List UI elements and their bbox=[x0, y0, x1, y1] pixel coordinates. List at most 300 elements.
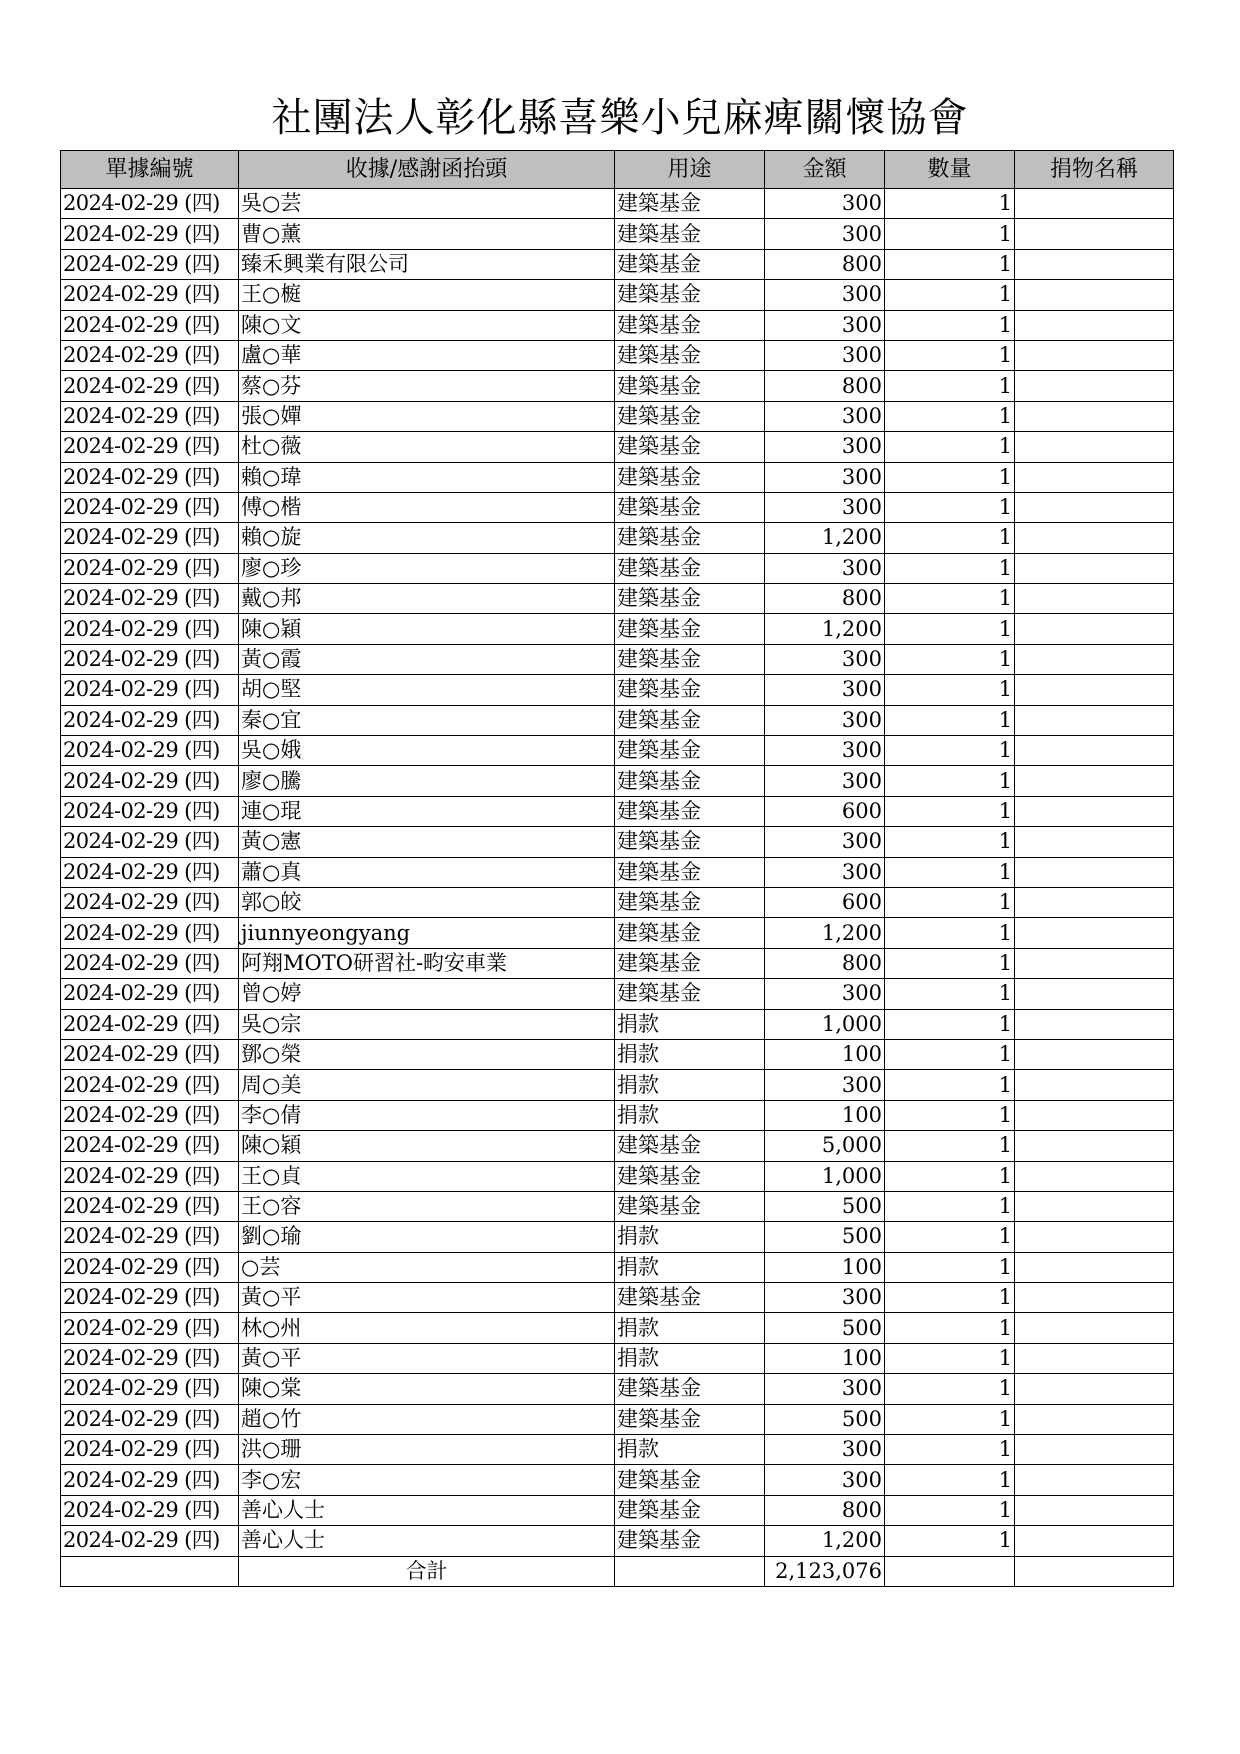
cell-item-name bbox=[1015, 1252, 1174, 1282]
cell-receipt-number: 2024-02-29 (四) bbox=[61, 1465, 239, 1495]
cell-purpose: 建築基金 bbox=[615, 189, 765, 219]
cell-item-name bbox=[1015, 249, 1174, 279]
cell-amount: 800 bbox=[765, 249, 885, 279]
cell-receipt-title: 張○嬋 bbox=[239, 401, 615, 431]
table-row bbox=[61, 1404, 1174, 1434]
cell-quantity: 1 bbox=[885, 1343, 1015, 1373]
cell-purpose: 捐款 bbox=[615, 1100, 765, 1130]
cell-receipt-number: 2024-02-29 (四) bbox=[61, 1404, 239, 1434]
cell-item-name bbox=[1015, 219, 1174, 249]
cell-receipt-title: 蔡○芬 bbox=[239, 371, 615, 401]
cell-amount: 300 bbox=[765, 1374, 885, 1404]
table-row bbox=[61, 584, 1174, 614]
cell-item-name bbox=[1015, 280, 1174, 310]
cell-item-name bbox=[1015, 1222, 1174, 1252]
cell-receipt-title: 黃○憲 bbox=[239, 827, 615, 857]
cell-receipt-title: 黃○霞 bbox=[239, 644, 615, 674]
cell-purpose: 建築基金 bbox=[615, 1283, 765, 1313]
table-row bbox=[61, 1191, 1174, 1221]
cell-receipt-number: 2024-02-29 (四) bbox=[61, 1222, 239, 1252]
cell-purpose: 捐款 bbox=[615, 1343, 765, 1373]
cell-receipt-title: 胡○堅 bbox=[239, 675, 615, 705]
cell-receipt-title: 劉○瑜 bbox=[239, 1222, 615, 1252]
table-row bbox=[61, 492, 1174, 522]
cell-item-name bbox=[1015, 1435, 1174, 1465]
cell-quantity: 1 bbox=[885, 675, 1015, 705]
table-row bbox=[61, 432, 1174, 462]
table-row bbox=[61, 736, 1174, 766]
table-row bbox=[61, 1161, 1174, 1191]
cell-quantity: 1 bbox=[885, 766, 1015, 796]
cell-receipt-number: 2024-02-29 (四) bbox=[61, 1374, 239, 1404]
cell-quantity: 1 bbox=[885, 553, 1015, 583]
cell-amount: 300 bbox=[765, 644, 885, 674]
cell-receipt-title: 賴○旋 bbox=[239, 523, 615, 553]
cell-receipt-number: 2024-02-29 (四) bbox=[61, 766, 239, 796]
cell-item-name bbox=[1015, 401, 1174, 431]
table-row bbox=[61, 1009, 1174, 1039]
cell-item-name bbox=[1015, 1495, 1174, 1525]
cell-receipt-number: 2024-02-29 (四) bbox=[61, 371, 239, 401]
total-amount: 2,123,076 bbox=[765, 1556, 885, 1586]
cell-purpose: 捐款 bbox=[615, 1252, 765, 1282]
cell-amount: 300 bbox=[765, 979, 885, 1009]
cell-quantity: 1 bbox=[885, 280, 1015, 310]
cell-purpose: 建築基金 bbox=[615, 1495, 765, 1525]
cell-purpose: 建築基金 bbox=[615, 340, 765, 370]
cell-item-name bbox=[1015, 857, 1174, 887]
cell-receipt-number: 2024-02-29 (四) bbox=[61, 584, 239, 614]
cell-purpose: 建築基金 bbox=[615, 280, 765, 310]
cell-purpose: 建築基金 bbox=[615, 1526, 765, 1556]
cell-item-name bbox=[1015, 948, 1174, 978]
cell-amount: 1,000 bbox=[765, 1009, 885, 1039]
cell-receipt-title: 廖○珍 bbox=[239, 553, 615, 583]
table-row bbox=[61, 644, 1174, 674]
cell-quantity: 1 bbox=[885, 736, 1015, 766]
cell-quantity: 1 bbox=[885, 796, 1015, 826]
cell-purpose: 建築基金 bbox=[615, 766, 765, 796]
cell-receipt-number: 2024-02-29 (四) bbox=[61, 948, 239, 978]
cell-amount: 600 bbox=[765, 796, 885, 826]
cell-purpose: 建築基金 bbox=[615, 644, 765, 674]
total-label: 合計 bbox=[239, 1556, 615, 1586]
cell-item-name bbox=[1015, 584, 1174, 614]
cell-purpose: 建築基金 bbox=[615, 1465, 765, 1495]
cell-receipt-number: 2024-02-29 (四) bbox=[61, 827, 239, 857]
cell-amount: 800 bbox=[765, 584, 885, 614]
cell-amount: 100 bbox=[765, 1039, 885, 1069]
cell-receipt-number: 2024-02-29 (四) bbox=[61, 736, 239, 766]
table-row bbox=[61, 189, 1174, 219]
table-row bbox=[61, 766, 1174, 796]
cell-purpose: 建築基金 bbox=[615, 705, 765, 735]
cell-quantity: 1 bbox=[885, 827, 1015, 857]
cell-quantity: 1 bbox=[885, 644, 1015, 674]
cell-purpose: 建築基金 bbox=[615, 1191, 765, 1221]
cell-item-name bbox=[1015, 1100, 1174, 1130]
cell-item-name bbox=[1015, 796, 1174, 826]
cell-purpose: 捐款 bbox=[615, 1009, 765, 1039]
cell-receipt-title: 趙○竹 bbox=[239, 1404, 615, 1434]
table-row bbox=[61, 614, 1174, 644]
cell-receipt-title: 鄧○榮 bbox=[239, 1039, 615, 1069]
table-row bbox=[61, 340, 1174, 370]
cell-amount: 300 bbox=[765, 705, 885, 735]
cell-quantity: 1 bbox=[885, 401, 1015, 431]
cell-receipt-number: 2024-02-29 (四) bbox=[61, 1343, 239, 1373]
cell-amount: 100 bbox=[765, 1343, 885, 1373]
total-empty-cell bbox=[1015, 1556, 1174, 1586]
cell-purpose: 建築基金 bbox=[615, 614, 765, 644]
cell-amount: 300 bbox=[765, 553, 885, 583]
table-row bbox=[61, 462, 1174, 492]
cell-item-name bbox=[1015, 1374, 1174, 1404]
cell-purpose: 建築基金 bbox=[615, 918, 765, 948]
cell-amount: 600 bbox=[765, 887, 885, 917]
header-receipt-title: 收據/感謝函抬頭 bbox=[239, 151, 615, 189]
cell-receipt-number: 2024-02-29 (四) bbox=[61, 1526, 239, 1556]
table-row bbox=[61, 918, 1174, 948]
cell-receipt-number: 2024-02-29 (四) bbox=[61, 857, 239, 887]
cell-receipt-number: 2024-02-29 (四) bbox=[61, 553, 239, 583]
cell-quantity: 1 bbox=[885, 1191, 1015, 1221]
cell-receipt-title: 傅○楷 bbox=[239, 492, 615, 522]
cell-receipt-title: 吳○宗 bbox=[239, 1009, 615, 1039]
cell-quantity: 1 bbox=[885, 249, 1015, 279]
table-row bbox=[61, 249, 1174, 279]
cell-item-name bbox=[1015, 827, 1174, 857]
cell-purpose: 建築基金 bbox=[615, 1161, 765, 1191]
cell-item-name bbox=[1015, 887, 1174, 917]
table-row bbox=[61, 401, 1174, 431]
cell-receipt-title: 林○州 bbox=[239, 1313, 615, 1343]
cell-receipt-number: 2024-02-29 (四) bbox=[61, 979, 239, 1009]
cell-purpose: 建築基金 bbox=[615, 553, 765, 583]
cell-receipt-title: 王○貞 bbox=[239, 1161, 615, 1191]
cell-receipt-number: 2024-02-29 (四) bbox=[61, 280, 239, 310]
cell-quantity: 1 bbox=[885, 1039, 1015, 1069]
cell-receipt-number: 2024-02-29 (四) bbox=[61, 644, 239, 674]
cell-receipt-title: 曾○婷 bbox=[239, 979, 615, 1009]
cell-quantity: 1 bbox=[885, 462, 1015, 492]
cell-quantity: 1 bbox=[885, 918, 1015, 948]
cell-receipt-title: 李○倩 bbox=[239, 1100, 615, 1130]
cell-purpose: 捐款 bbox=[615, 1435, 765, 1465]
cell-receipt-number: 2024-02-29 (四) bbox=[61, 523, 239, 553]
cell-receipt-title: 陳○棠 bbox=[239, 1374, 615, 1404]
table-row bbox=[61, 1222, 1174, 1252]
cell-quantity: 1 bbox=[885, 1252, 1015, 1282]
cell-item-name bbox=[1015, 644, 1174, 674]
cell-item-name bbox=[1015, 979, 1174, 1009]
cell-receipt-title: 王○榳 bbox=[239, 280, 615, 310]
cell-amount: 300 bbox=[765, 219, 885, 249]
cell-receipt-title: 周○美 bbox=[239, 1070, 615, 1100]
cell-item-name bbox=[1015, 1404, 1174, 1434]
table-row bbox=[61, 887, 1174, 917]
total-empty-cell bbox=[61, 1556, 239, 1586]
cell-amount: 300 bbox=[765, 1465, 885, 1495]
cell-item-name bbox=[1015, 371, 1174, 401]
cell-amount: 500 bbox=[765, 1222, 885, 1252]
cell-amount: 1,200 bbox=[765, 614, 885, 644]
cell-receipt-title: 善心人士 bbox=[239, 1495, 615, 1525]
cell-purpose: 建築基金 bbox=[615, 462, 765, 492]
table-row bbox=[61, 1070, 1174, 1100]
cell-quantity: 1 bbox=[885, 948, 1015, 978]
cell-amount: 300 bbox=[765, 827, 885, 857]
cell-item-name bbox=[1015, 705, 1174, 735]
table-row bbox=[61, 1526, 1174, 1556]
table-row bbox=[61, 280, 1174, 310]
cell-quantity: 1 bbox=[885, 1495, 1015, 1525]
table-row bbox=[61, 371, 1174, 401]
cell-item-name bbox=[1015, 736, 1174, 766]
cell-quantity: 1 bbox=[885, 1070, 1015, 1100]
cell-receipt-title: 曹○薰 bbox=[239, 219, 615, 249]
cell-receipt-number: 2024-02-29 (四) bbox=[61, 796, 239, 826]
total-empty-cell bbox=[885, 1556, 1015, 1586]
cell-receipt-number: 2024-02-29 (四) bbox=[61, 189, 239, 219]
cell-receipt-number: 2024-02-29 (四) bbox=[61, 1191, 239, 1221]
cell-receipt-number: 2024-02-29 (四) bbox=[61, 310, 239, 340]
table-header-row bbox=[61, 151, 1174, 189]
cell-purpose: 建築基金 bbox=[615, 219, 765, 249]
cell-quantity: 1 bbox=[885, 887, 1015, 917]
cell-receipt-title: 賴○瑋 bbox=[239, 462, 615, 492]
cell-amount: 1,000 bbox=[765, 1161, 885, 1191]
cell-quantity: 1 bbox=[885, 857, 1015, 887]
cell-purpose: 建築基金 bbox=[615, 401, 765, 431]
table-row bbox=[61, 1465, 1174, 1495]
cell-receipt-number: 2024-02-29 (四) bbox=[61, 219, 239, 249]
cell-receipt-title: 黃○平 bbox=[239, 1283, 615, 1313]
cell-receipt-number: 2024-02-29 (四) bbox=[61, 1313, 239, 1343]
cell-amount: 1,200 bbox=[765, 1526, 885, 1556]
cell-receipt-number: 2024-02-29 (四) bbox=[61, 675, 239, 705]
table-row bbox=[61, 979, 1174, 1009]
cell-item-name bbox=[1015, 1465, 1174, 1495]
cell-item-name bbox=[1015, 523, 1174, 553]
cell-purpose: 建築基金 bbox=[615, 887, 765, 917]
cell-item-name bbox=[1015, 766, 1174, 796]
table-row bbox=[61, 705, 1174, 735]
cell-quantity: 1 bbox=[885, 705, 1015, 735]
cell-quantity: 1 bbox=[885, 584, 1015, 614]
cell-receipt-title: 盧○華 bbox=[239, 340, 615, 370]
cell-item-name bbox=[1015, 1009, 1174, 1039]
cell-amount: 800 bbox=[765, 1495, 885, 1525]
cell-receipt-number: 2024-02-29 (四) bbox=[61, 887, 239, 917]
cell-receipt-title: jiunnyeongyang bbox=[239, 918, 615, 948]
cell-receipt-title: 陳○穎 bbox=[239, 614, 615, 644]
cell-receipt-number: 2024-02-29 (四) bbox=[61, 1009, 239, 1039]
table-row bbox=[61, 827, 1174, 857]
cell-purpose: 捐款 bbox=[615, 1070, 765, 1100]
cell-purpose: 建築基金 bbox=[615, 1404, 765, 1434]
cell-amount: 300 bbox=[765, 1070, 885, 1100]
header-receipt-number: 單據編號 bbox=[61, 151, 239, 189]
cell-item-name bbox=[1015, 432, 1174, 462]
cell-receipt-number: 2024-02-29 (四) bbox=[61, 1070, 239, 1100]
cell-receipt-title: 王○容 bbox=[239, 1191, 615, 1221]
cell-amount: 800 bbox=[765, 371, 885, 401]
cell-receipt-title: 吳○芸 bbox=[239, 189, 615, 219]
cell-receipt-title: 郭○皎 bbox=[239, 887, 615, 917]
cell-receipt-number: 2024-02-29 (四) bbox=[61, 705, 239, 735]
total-row bbox=[61, 1556, 1174, 1586]
cell-quantity: 1 bbox=[885, 310, 1015, 340]
cell-purpose: 捐款 bbox=[615, 1039, 765, 1069]
cell-amount: 5,000 bbox=[765, 1131, 885, 1161]
cell-item-name bbox=[1015, 553, 1174, 583]
cell-quantity: 1 bbox=[885, 979, 1015, 1009]
cell-amount: 300 bbox=[765, 766, 885, 796]
cell-receipt-title: 洪○珊 bbox=[239, 1435, 615, 1465]
cell-receipt-number: 2024-02-29 (四) bbox=[61, 918, 239, 948]
table-row bbox=[61, 857, 1174, 887]
table-row bbox=[61, 523, 1174, 553]
cell-purpose: 建築基金 bbox=[615, 675, 765, 705]
cell-receipt-number: 2024-02-29 (四) bbox=[61, 1435, 239, 1465]
table-row bbox=[61, 219, 1174, 249]
cell-purpose: 建築基金 bbox=[615, 523, 765, 553]
cell-amount: 300 bbox=[765, 675, 885, 705]
cell-quantity: 1 bbox=[885, 1404, 1015, 1434]
cell-receipt-title: 廖○騰 bbox=[239, 766, 615, 796]
header-item-name: 捐物名稱 bbox=[1015, 151, 1174, 189]
cell-receipt-title: 臻禾興業有限公司 bbox=[239, 249, 615, 279]
cell-purpose: 建築基金 bbox=[615, 948, 765, 978]
cell-amount: 800 bbox=[765, 948, 885, 978]
cell-receipt-title: 陳○文 bbox=[239, 310, 615, 340]
cell-amount: 300 bbox=[765, 280, 885, 310]
table-row bbox=[61, 675, 1174, 705]
cell-receipt-title: 黃○平 bbox=[239, 1343, 615, 1373]
cell-purpose: 建築基金 bbox=[615, 432, 765, 462]
cell-item-name bbox=[1015, 189, 1174, 219]
cell-quantity: 1 bbox=[885, 1100, 1015, 1130]
cell-quantity: 1 bbox=[885, 614, 1015, 644]
cell-purpose: 建築基金 bbox=[615, 1374, 765, 1404]
cell-quantity: 1 bbox=[885, 1009, 1015, 1039]
table-row bbox=[61, 1252, 1174, 1282]
table-row bbox=[61, 1343, 1174, 1373]
table-row bbox=[61, 310, 1174, 340]
header-quantity: 數量 bbox=[885, 151, 1015, 189]
cell-amount: 300 bbox=[765, 1283, 885, 1313]
cell-item-name bbox=[1015, 1283, 1174, 1313]
cell-receipt-number: 2024-02-29 (四) bbox=[61, 432, 239, 462]
cell-quantity: 1 bbox=[885, 1435, 1015, 1465]
cell-receipt-title: 杜○薇 bbox=[239, 432, 615, 462]
cell-receipt-number: 2024-02-29 (四) bbox=[61, 1283, 239, 1313]
cell-item-name bbox=[1015, 310, 1174, 340]
cell-purpose: 捐款 bbox=[615, 1222, 765, 1252]
cell-receipt-number: 2024-02-29 (四) bbox=[61, 492, 239, 522]
cell-item-name bbox=[1015, 1161, 1174, 1191]
cell-purpose: 建築基金 bbox=[615, 492, 765, 522]
cell-quantity: 1 bbox=[885, 432, 1015, 462]
cell-amount: 1,200 bbox=[765, 918, 885, 948]
cell-amount: 300 bbox=[765, 401, 885, 431]
header-amount: 金額 bbox=[765, 151, 885, 189]
cell-item-name bbox=[1015, 675, 1174, 705]
cell-receipt-number: 2024-02-29 (四) bbox=[61, 340, 239, 370]
cell-item-name bbox=[1015, 462, 1174, 492]
table-row bbox=[61, 796, 1174, 826]
cell-receipt-title: 陳○穎 bbox=[239, 1131, 615, 1161]
cell-amount: 300 bbox=[765, 492, 885, 522]
table-row bbox=[61, 1100, 1174, 1130]
cell-receipt-number: 2024-02-29 (四) bbox=[61, 1495, 239, 1525]
cell-quantity: 1 bbox=[885, 1131, 1015, 1161]
table-row bbox=[61, 1039, 1174, 1069]
cell-item-name bbox=[1015, 1070, 1174, 1100]
cell-amount: 500 bbox=[765, 1313, 885, 1343]
header-purpose: 用途 bbox=[615, 151, 765, 189]
cell-quantity: 1 bbox=[885, 1526, 1015, 1556]
cell-amount: 300 bbox=[765, 432, 885, 462]
cell-amount: 100 bbox=[765, 1100, 885, 1130]
cell-receipt-title: 連○琨 bbox=[239, 796, 615, 826]
cell-receipt-title: 善心人士 bbox=[239, 1526, 615, 1556]
cell-amount: 300 bbox=[765, 736, 885, 766]
cell-amount: 300 bbox=[765, 189, 885, 219]
cell-receipt-title: 吳○娥 bbox=[239, 736, 615, 766]
cell-quantity: 1 bbox=[885, 189, 1015, 219]
cell-amount: 300 bbox=[765, 340, 885, 370]
cell-item-name bbox=[1015, 1131, 1174, 1161]
table-row bbox=[61, 553, 1174, 583]
cell-amount: 500 bbox=[765, 1191, 885, 1221]
cell-receipt-number: 2024-02-29 (四) bbox=[61, 1131, 239, 1161]
cell-receipt-number: 2024-02-29 (四) bbox=[61, 1252, 239, 1282]
cell-item-name bbox=[1015, 340, 1174, 370]
cell-purpose: 捐款 bbox=[615, 1313, 765, 1343]
cell-receipt-title: 李○宏 bbox=[239, 1465, 615, 1495]
cell-item-name bbox=[1015, 492, 1174, 522]
table-row bbox=[61, 1131, 1174, 1161]
cell-item-name bbox=[1015, 614, 1174, 644]
cell-purpose: 建築基金 bbox=[615, 249, 765, 279]
table-row bbox=[61, 1495, 1174, 1525]
cell-receipt-title: ○芸 bbox=[239, 1252, 615, 1282]
cell-receipt-title: 阿翔MOTO研習社-畇安車業 bbox=[239, 948, 615, 978]
cell-quantity: 1 bbox=[885, 371, 1015, 401]
cell-amount: 300 bbox=[765, 310, 885, 340]
table-row bbox=[61, 1374, 1174, 1404]
cell-quantity: 1 bbox=[885, 340, 1015, 370]
cell-quantity: 1 bbox=[885, 1283, 1015, 1313]
cell-quantity: 1 bbox=[885, 1313, 1015, 1343]
cell-amount: 300 bbox=[765, 857, 885, 887]
cell-receipt-title: 戴○邦 bbox=[239, 584, 615, 614]
cell-receipt-number: 2024-02-29 (四) bbox=[61, 401, 239, 431]
total-empty-cell bbox=[615, 1556, 765, 1586]
cell-quantity: 1 bbox=[885, 1161, 1015, 1191]
cell-purpose: 建築基金 bbox=[615, 827, 765, 857]
table-row bbox=[61, 1435, 1174, 1465]
cell-amount: 300 bbox=[765, 462, 885, 492]
cell-quantity: 1 bbox=[885, 1222, 1015, 1252]
cell-quantity: 1 bbox=[885, 1374, 1015, 1404]
cell-receipt-number: 2024-02-29 (四) bbox=[61, 1161, 239, 1191]
cell-receipt-number: 2024-02-29 (四) bbox=[61, 1039, 239, 1069]
cell-amount: 100 bbox=[765, 1252, 885, 1282]
cell-quantity: 1 bbox=[885, 1465, 1015, 1495]
